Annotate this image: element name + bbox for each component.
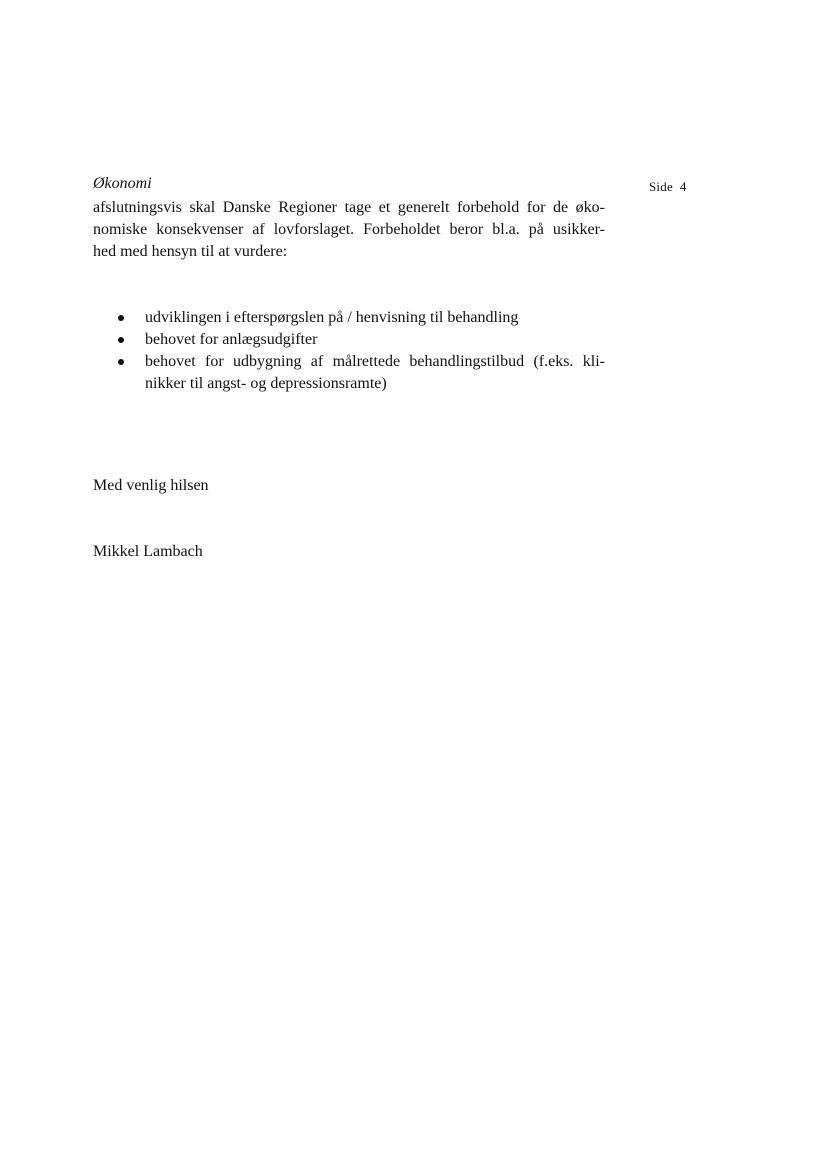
bullet-list	[116, 307, 605, 395]
bullet-icon	[118, 337, 124, 343]
list-item	[116, 329, 605, 351]
page-number-label	[649, 179, 687, 195]
list-item	[116, 307, 605, 329]
list-item-line: behovet for anlægsudgifter	[145, 331, 318, 348]
page-number: 4	[679, 179, 687, 194]
bullet-icon	[118, 359, 124, 365]
closing-greeting: Med venlig hilsen	[93, 477, 209, 494]
body-paragraph	[93, 197, 605, 263]
list-item-line: nikker til angst- og depressionsramte)	[145, 375, 387, 392]
paragraph-line: afslutningsvis skal Danske Regioner tage et generelt forbehold for de øko-	[93, 199, 605, 216]
section-heading: Økonomi	[93, 175, 152, 192]
list-item	[116, 351, 605, 395]
list-item-line: behovet for udbygning af målrettede behandlingstilbud (f.eks. kli-	[145, 353, 605, 370]
paragraph-line: hed med hensyn til at vurdere:	[93, 243, 288, 260]
bullet-icon	[118, 315, 124, 321]
page-label-text: Side	[649, 179, 673, 194]
paragraph-line: nomiske konsekvenser af lovforslaget. Forbeholdet beror bl.a. på usikker-	[93, 221, 605, 238]
signature-name: Mikkel Lambach	[93, 543, 203, 560]
list-item-line: udviklingen i efterspørgslen på / henvisning til behandling	[145, 309, 519, 326]
